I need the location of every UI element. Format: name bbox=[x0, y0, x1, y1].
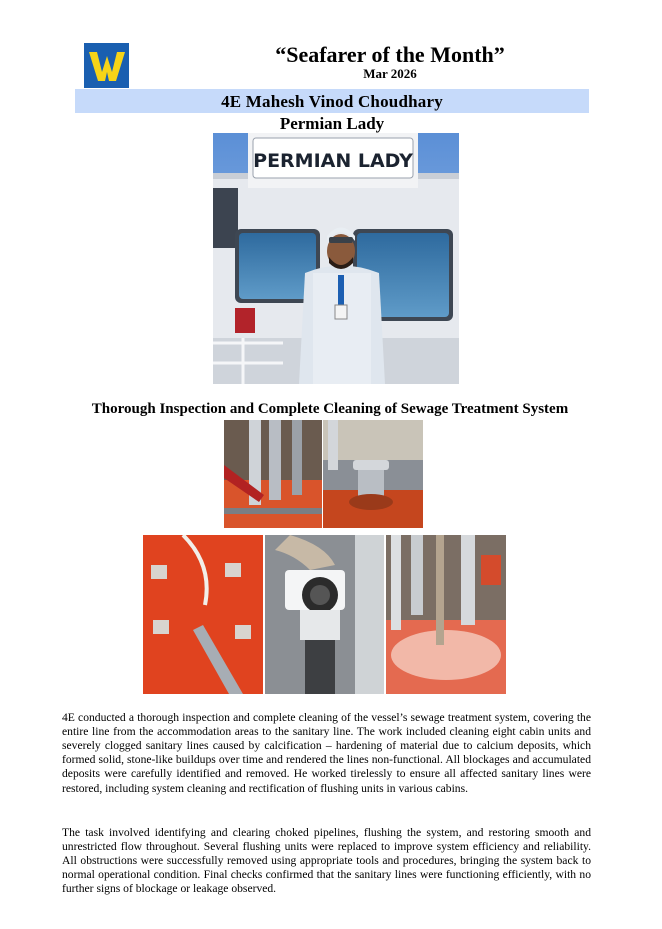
vessel-name: Permian Lady bbox=[279, 114, 385, 133]
issue-date: Mar 2026 bbox=[363, 66, 417, 81]
page-title: “Seafarer of the Month” bbox=[275, 42, 505, 67]
sanitary-pipes-photo bbox=[224, 420, 322, 528]
ship-name-sign: PERMIAN LADY bbox=[253, 150, 413, 172]
flushing-valve-photo bbox=[265, 535, 384, 694]
seafarer-name: 4E Mahesh Vinod Choudhary bbox=[75, 89, 589, 113]
section-title: Thorough Inspection and Complete Cleaning of Sewage Treatment System bbox=[91, 401, 569, 417]
description-paragraph-1: 4E conducted a thorough inspection and complete cleaning of the vessel’s sewage treatment system, covering the entire line from the accommodation areas to the sanitary line. The work included cleaning eight cabin units and severely clogged sanitary lines caused by calcification – hardening of material due to calcium deposits, which formed solid, stone-like buildups over time and rendered the lines non-functional. All blockages and accumulated deposits were carefully identified and removed. He worked tirelessly to ensure all affected sanitary lines were restored, including system cleaning and rectification of flushing units in various cabins. bbox=[62, 710, 591, 795]
company-logo bbox=[84, 43, 129, 88]
deposit-pipe-photo bbox=[143, 535, 263, 694]
description-paragraph-2: The task involved identifying and clearing choked pipelines, flushing the system, and restoring smooth and unrestricted flow throughout. Several flushing units were replaced to improve system efficiency and reliability. All obstructions were successfully removed using appropriate tools and procedures, bringing the system back to normal operational condition. Final checks confirmed that the sanitary lines were functioning efficiently, with no further signs of blockage or leakage observed. bbox=[62, 825, 591, 896]
pipe-flange-photo bbox=[323, 420, 423, 528]
w-logo-icon bbox=[87, 48, 127, 84]
flushed-line-photo bbox=[386, 535, 506, 694]
seafarer-portrait-photo bbox=[213, 133, 459, 384]
